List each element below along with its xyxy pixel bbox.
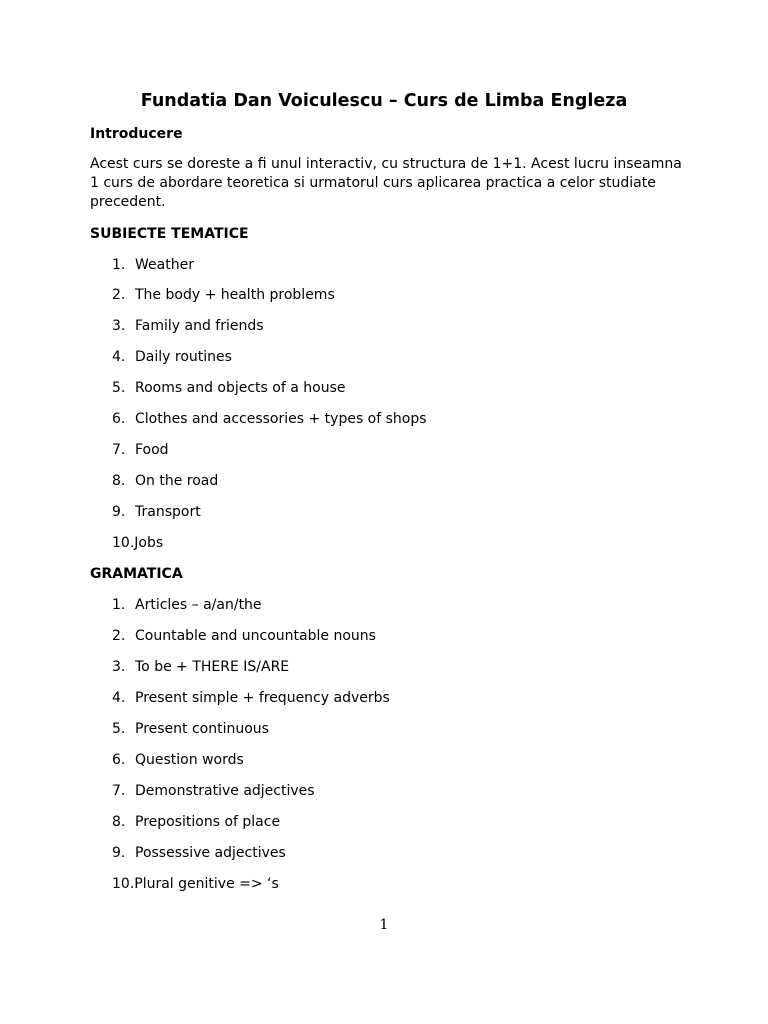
subject-item [112, 379, 345, 397]
list-number: 7. [112, 783, 126, 799]
list-text: Demonstrative adjectives [135, 783, 315, 799]
grammar-item [112, 813, 280, 831]
list-text: To be + THERE IS/ARE [135, 659, 290, 675]
subject-item [112, 503, 201, 521]
subject-item [112, 472, 218, 490]
list-text: Family and friends [135, 318, 264, 334]
list-text: Transport [135, 504, 201, 520]
document-title: Fundatia Dan Voiculescu – Curs de Limba Engleza [140, 91, 628, 111]
list-text: Prepositions of place [135, 814, 281, 830]
intro-line: precedent. [90, 194, 166, 210]
list-text: Clothes and accessories + types of shops [135, 411, 427, 427]
grammar-item [112, 658, 289, 676]
subject-item [112, 534, 163, 552]
list-text: On the road [135, 473, 219, 489]
list-text: The body + health problems [135, 287, 335, 303]
list-text: Plural genitive => ‘s [134, 876, 279, 892]
grammar-item [112, 782, 315, 800]
list-text: Articles – a/an/the [135, 597, 262, 613]
list-number: 3. [112, 318, 126, 334]
list-text: Weather [135, 257, 194, 273]
list-number: 4. [112, 690, 126, 706]
list-number: 5. [112, 380, 126, 396]
list-number: 2. [112, 287, 126, 303]
list-number: 6. [112, 411, 126, 427]
intro-line: 1 curs de abordare teoretica si urmatorul curs aplicarea practica a celor studiate [90, 175, 656, 191]
list-text: Rooms and objects of a house [135, 380, 346, 396]
intro-paragraph [90, 155, 690, 212]
page-number: 1 [379, 917, 389, 933]
intro-heading: Introducere [90, 126, 183, 142]
grammar-item [112, 596, 262, 614]
list-text: Present simple + frequency adverbs [135, 690, 390, 706]
list-number: 4. [112, 349, 126, 365]
grammar-item [112, 844, 286, 862]
list-number: 8. [112, 473, 126, 489]
list-text: Possessive adjectives [135, 845, 286, 861]
list-text: Countable and uncountable nouns [135, 628, 376, 644]
list-number: 10. [112, 876, 135, 892]
list-number: 6. [112, 752, 126, 768]
list-text: Jobs [134, 535, 164, 551]
grammar-item [112, 751, 244, 769]
grammar-heading: GRAMATICA [90, 566, 183, 582]
list-number: 2. [112, 628, 126, 644]
subject-item [112, 441, 169, 459]
list-text: Present continuous [135, 721, 269, 737]
subject-item [112, 348, 232, 366]
list-number: 10. [112, 535, 135, 551]
list-number: 3. [112, 659, 126, 675]
subject-item [112, 286, 335, 304]
subject-item [112, 256, 194, 274]
list-number: 1. [112, 257, 126, 273]
list-number: 7. [112, 442, 126, 458]
subject-item [112, 317, 264, 335]
grammar-item [112, 720, 269, 738]
grammar-item [112, 627, 376, 645]
list-number: 9. [112, 504, 126, 520]
list-number: 1. [112, 597, 126, 613]
list-number: 5. [112, 721, 126, 737]
grammar-item [112, 689, 390, 707]
list-text: Food [135, 442, 169, 458]
intro-line: Acest curs se doreste a fi unul interactiv, cu structura de 1+1. Acest lucru inseamna [90, 156, 682, 172]
list-text: Question words [135, 752, 244, 768]
grammar-item [112, 875, 279, 893]
subject-item [112, 410, 427, 428]
list-number: 8. [112, 814, 126, 830]
subjects-heading: SUBIECTE TEMATICE [90, 226, 249, 242]
list-number: 9. [112, 845, 126, 861]
list-text: Daily routines [135, 349, 232, 365]
